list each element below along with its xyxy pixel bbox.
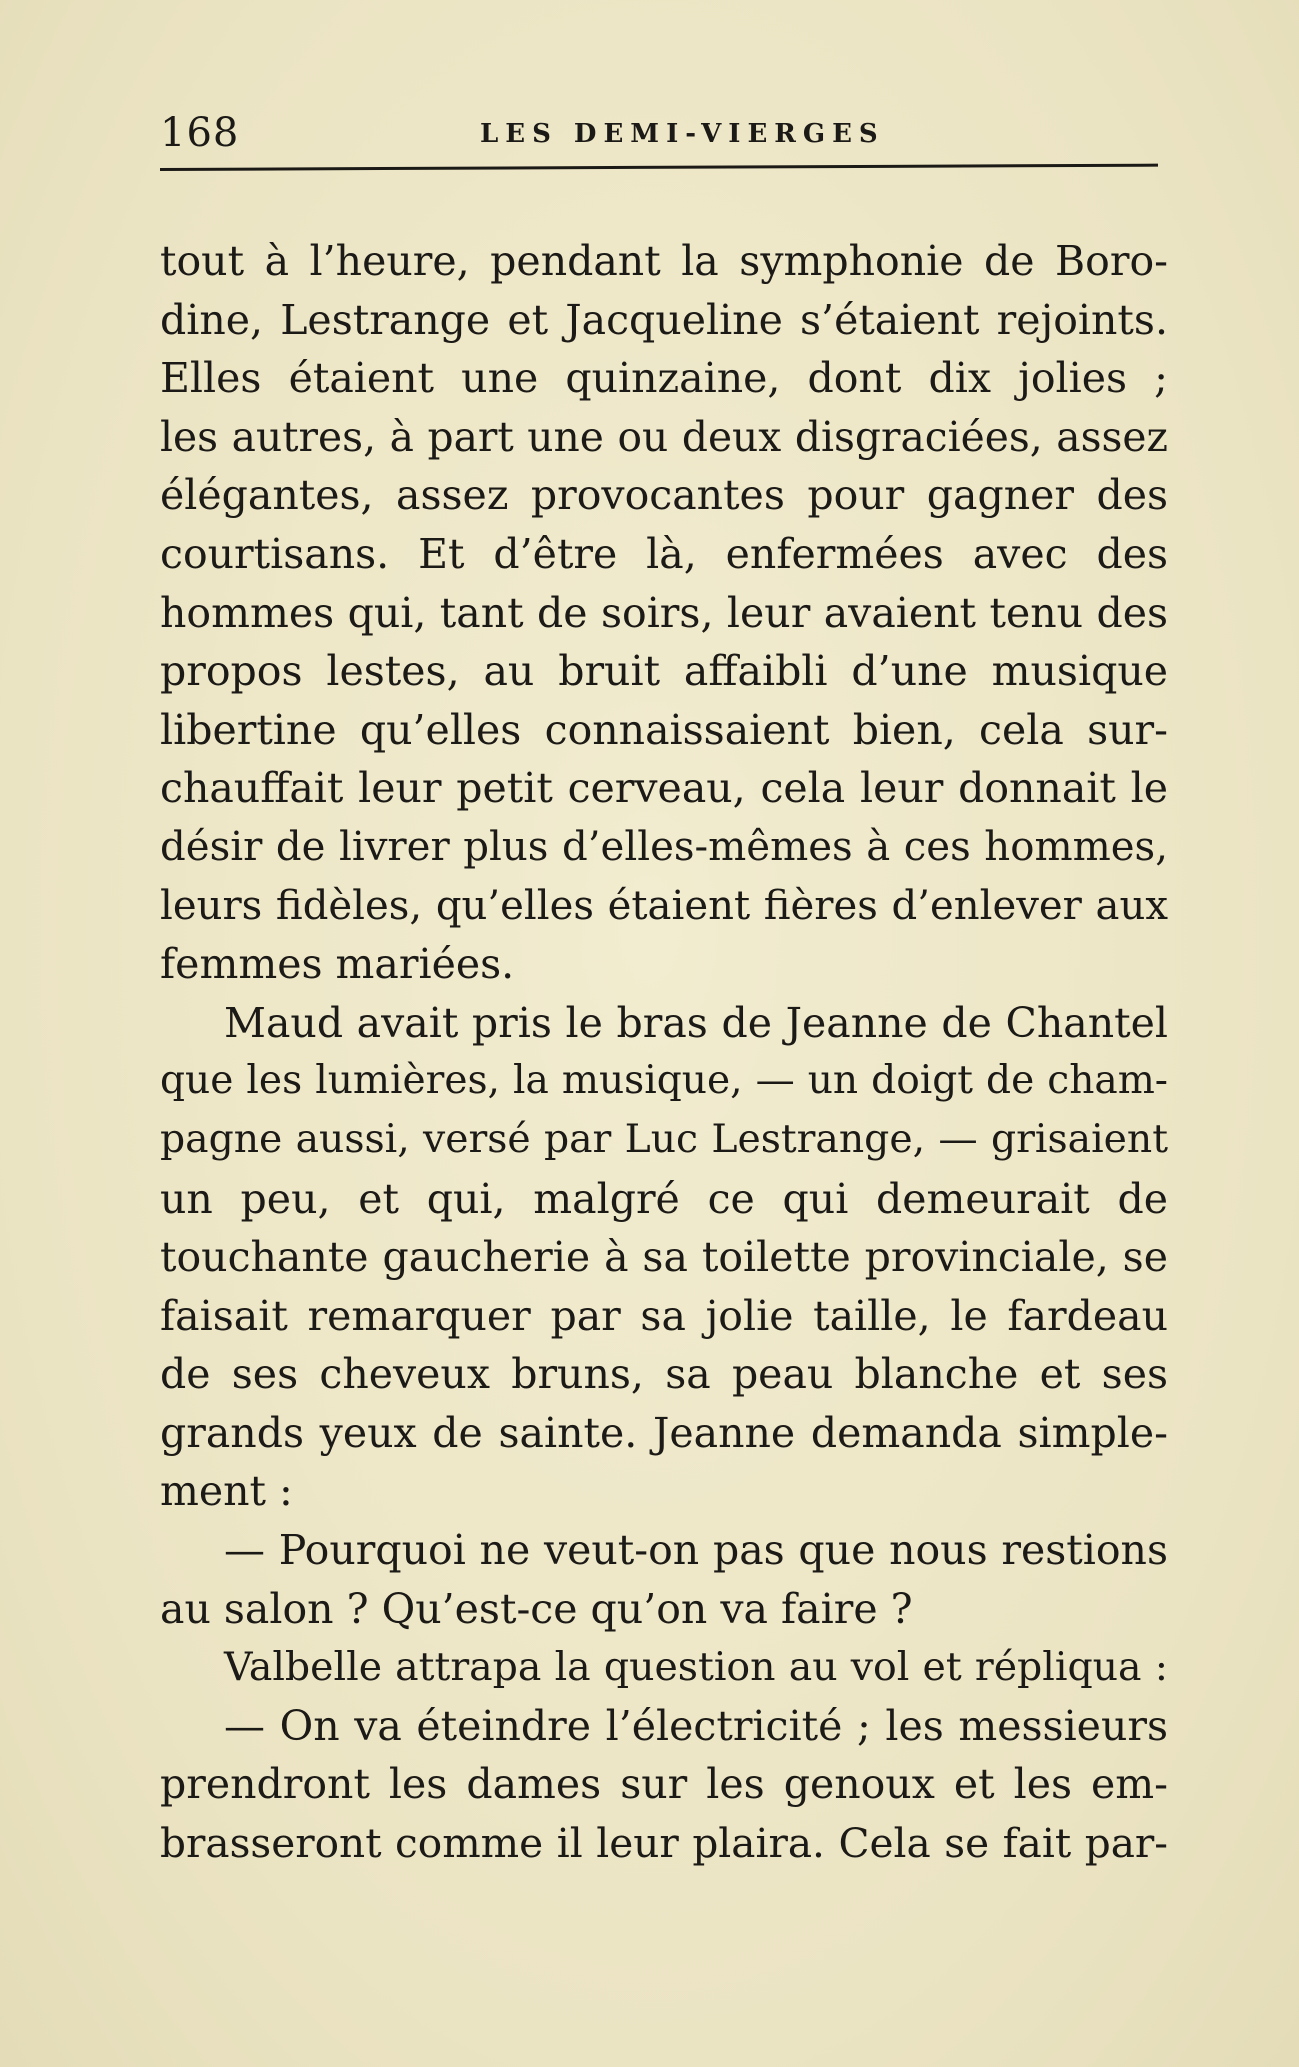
text-line: — Pourquoi ne veut-on pas que nous restions xyxy=(224,1526,1168,1575)
text-line: Valbelle attrapa la question au vol et répliqua : xyxy=(224,1644,1168,1691)
text-line: pagne aussi, versé par Luc Lestrange, — grisaient xyxy=(160,1116,1168,1162)
text-line: de ses cheveux bruns, sa peau blanche et ses xyxy=(160,1350,1168,1399)
text-line: propos lestes, au bruit affaibli d’une musique xyxy=(160,647,1168,696)
text-line: leurs fidèles, qu’elles étaient fières d’enlever aux xyxy=(160,882,1168,929)
text-line: chauffait leur petit cerveau, cela leur donnait le xyxy=(160,764,1168,813)
text-line: Elles étaient une quinzaine, dont dix jolies ; xyxy=(160,354,1168,403)
text-line: désir de livrer plus d’elles-mêmes à ces hommes, xyxy=(160,823,1168,870)
text-line: touchante gaucherie à sa toilette provinciale, se xyxy=(160,1233,1168,1282)
body-text xyxy=(160,232,1168,1873)
text-line: que les lumières, la musique, — un doigt de cham- xyxy=(160,1058,1168,1104)
text-line: courtisans. Et d’être là, enfermées avec des xyxy=(160,529,1168,578)
text-line: Maud avait pris le bras de Jeanne de Chantel xyxy=(224,998,1168,1047)
text-line: tout à l’heure, pendant la symphonie de Boro- xyxy=(160,237,1168,285)
text-line: faisait remarquer par sa jolie taille, le fardeau xyxy=(160,1291,1168,1340)
text-line: brasseront comme il leur plaira. Cela se fait par- xyxy=(160,1819,1168,1868)
text-line: — On va éteindre l’électricité ; les messieurs xyxy=(224,1701,1168,1750)
text-line: grands yeux de sainte. Jeanne demanda simple- xyxy=(160,1408,1168,1457)
text-line: ment : xyxy=(160,1467,293,1516)
text-line: hommes qui, tant de soirs, leur avaient tenu des xyxy=(160,588,1168,637)
text-line: libertine qu’elles connaissaient bien, cela sur- xyxy=(160,705,1168,754)
text-line: élégantes, assez provocantes pour gagner des xyxy=(160,471,1168,520)
text-line: femmes mariées. xyxy=(160,940,515,989)
text-line: les autres, à part une ou deux disgraciées, assez xyxy=(160,412,1168,461)
text-line: un peu, et qui, malgré ce qui demeurait de xyxy=(160,1174,1168,1223)
text-line: dine, Lestrange et Jacqueline s’étaient rejoints. xyxy=(160,295,1168,344)
running-title: LES DEMI-VIERGES xyxy=(480,119,885,149)
text-line: prendront les dames sur les genoux et les em- xyxy=(160,1760,1168,1809)
header-rule xyxy=(160,164,1158,171)
running-head xyxy=(160,108,1160,158)
text-line: au salon ? Qu’est-ce qu’on va faire ? xyxy=(160,1584,913,1633)
page-number: 168 xyxy=(160,110,240,156)
